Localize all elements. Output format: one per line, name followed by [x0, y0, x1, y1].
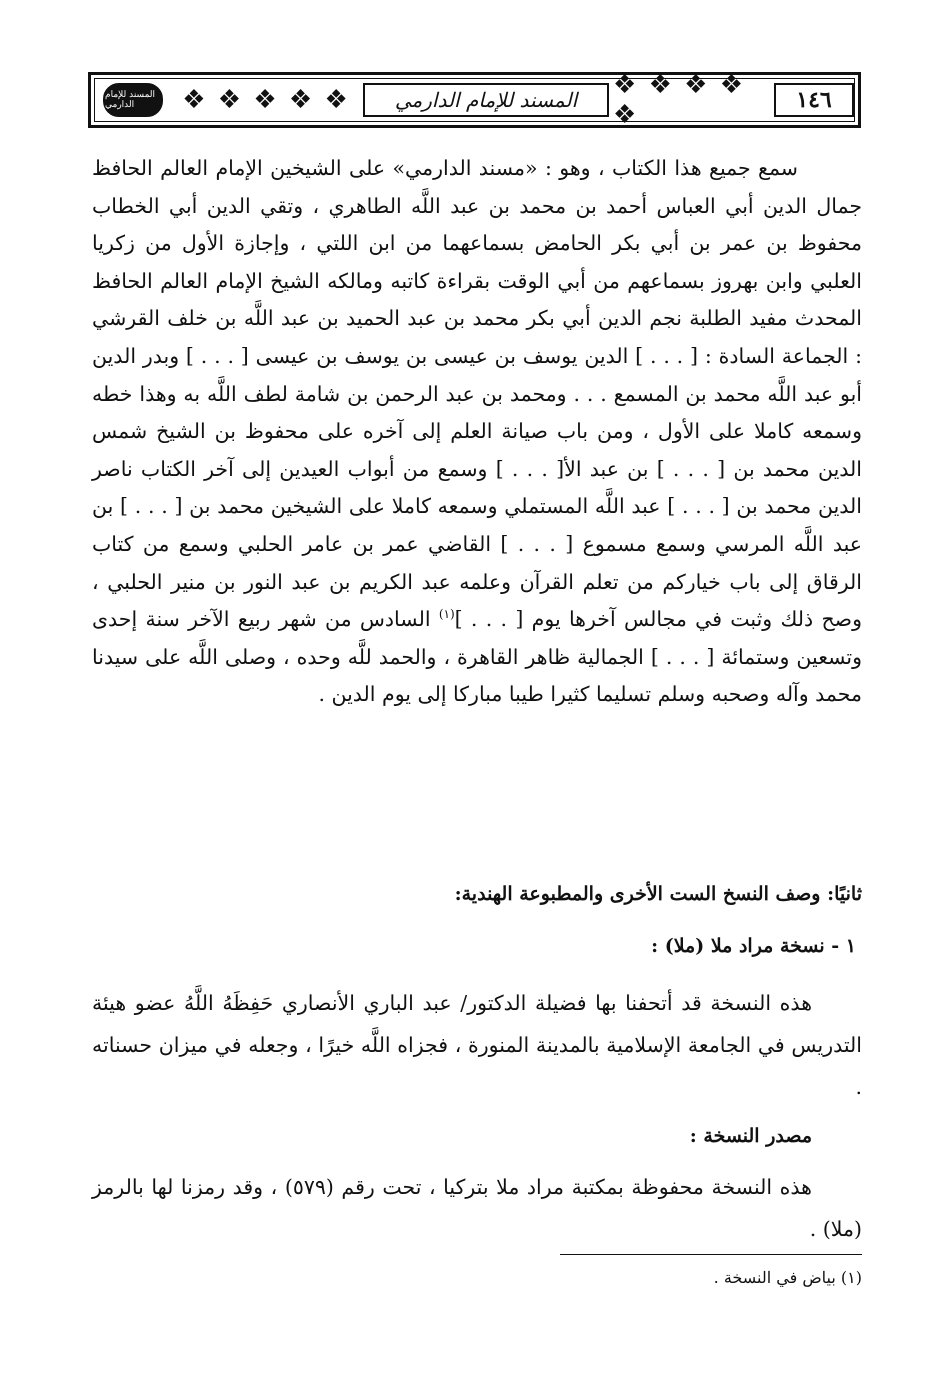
running-header — [88, 72, 861, 128]
header-ornament-right: ❖ ❖ ❖ ❖ ❖ — [613, 70, 746, 130]
main-text-part1: سمع جميع هذا الكتاب ، وهو : «مسند الدارمي» على الشيخين الإمام العالم الحافظ جمال الدين أبي العباس أحمد بن محمد بن عبد اللَّه الطاهري ، وتقي الدين أبي الخطاب محفوظ بن عمر بن أبي بكر الحامض بسماعهما من ابن اللتي ، وإجازة الأول من زكريا العلبي وابن بهروز بسماعهم من أبي الوقت بقراءة كاتبه ومالكه الشيخ الإمام العالم الحافظ المحدث مفيد الطلبة نجم الدين أبي بكر محمد بن عبد الحميد بن عبد اللَّه بن خلف القرشي : الجماعة السادة : [ . . . ] الدين يوسف بن عيسى بن يوسف بن عيسى [ . . . ] وبدر الدين أبو عبد اللَّه محمد بن المسمع . . . ومحمد بن عبد الرحمن بن شامة لطف اللَّه به وهذا خطه وسمعه كاملا على الأول ، ومن باب صيانة العلم إلى آخره على محفوظ بن الشيخ شمس الدين محمد بن [ . . . ] بن عبد الأ[ . . . ] وسمع من أبواب العيدين إلى آخر الكتاب ناصر الدين محمد بن [ . . . ] عبد اللَّه المستملي وسمعه كاملا على الشيخين محمد بن [ . . . ] بن عبد اللَّه المرسي وسمع مسموع [ . . . ] القاضي عمر بن عامر الحلبي وسمع من كتاب الرقاق إلى باب خياركم من تعلم القرآن وعلمه عبد الكريم بن عبد النور بن منير الحلبي ، وصح ذلك وثبت في مجالس آخرها يوم [ . . . ] — [92, 156, 862, 632]
intro-paragraph — [92, 982, 862, 1108]
footnote: (١) بياض في النسخة . — [713, 1268, 862, 1287]
page-number: ١٤٦ — [774, 83, 854, 117]
source-paragraph-text: هذه النسخة محفوظة بمكتبة مراد ملا بتركيا ، تحت رقم (٥٧٩) ، وقد رمزنا لها بالرمز (ملا) . — [92, 1175, 862, 1241]
main-text-part2: السادس من شهر ربيع الآخر سنة إحدى وتسعين وستمائة [ . . . ] الجمالية ظاهر القاهرة ، والحمد للَّه وحده ، وصلى اللَّه على سيدنا محمد وآله وصحبه وسلم تسليما كثيرا طيبا مباركا إلى يوم الدين . — [92, 607, 862, 707]
source-paragraph — [92, 1166, 862, 1250]
source-heading: مصدر النسخة : — [689, 1125, 812, 1147]
intro-paragraph-text: هذه النسخة قد أتحفنا بها فضيلة الدكتور/ عبد الباري الأنصاري حَفِظَهُ اللَّهُ عضو هيئة التدريس في الجامعة الإسلامية بالمدينة المنورة ، فجزاه اللَّه خيرًا ، وجعله في ميزان حسناته . — [92, 991, 862, 1099]
header-logo — [103, 83, 163, 117]
footnote-marker[interactable]: (١) — [438, 607, 455, 622]
running-title: المسند للإمام الدارمي — [363, 83, 609, 117]
main-paragraph — [92, 150, 862, 714]
subsection-heading: ١ - نسخة مراد ملا (ملا) : — [651, 935, 856, 957]
section-heading: ثانيًا: وصف النسخ الست الأخرى والمطبوعة الهندية: — [454, 883, 862, 905]
header-ornament-left: ❖ ❖ ❖ ❖ ❖ — [182, 85, 350, 115]
header-logo-text: المسند للإمام الدارمي — [105, 90, 156, 110]
footnote-divider — [560, 1254, 862, 1255]
